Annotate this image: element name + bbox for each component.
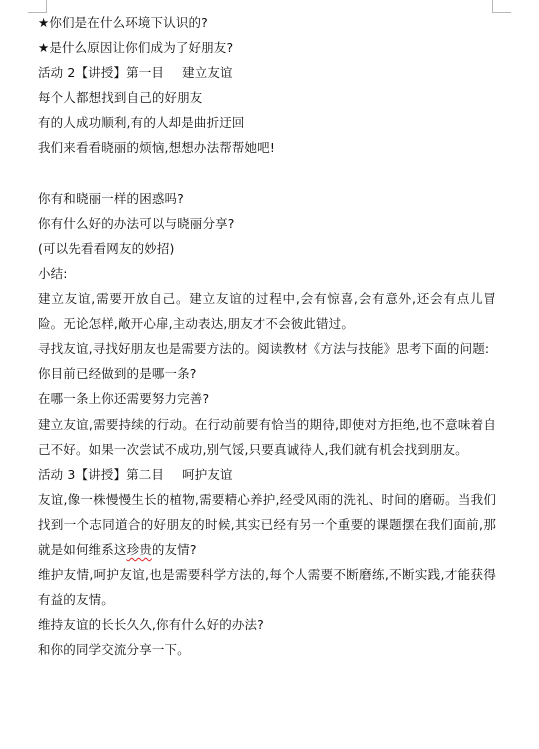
paragraph-text: 友谊,像一株慢慢生长的植物,需要精心养护,经受风雨的洗礼、时间的磨砺。当我们找到一个志同道合的好朋友的时候,其实已经有另一个重要的课题摆在我们面前,那就是如何维系这 — [38, 491, 496, 557]
paragraph-maintain-friendship: 维护友情,呵护友谊,也是需要科学方法的,每个人需要不断磨练,不断实践,才能获得有益的友情。 — [38, 567, 496, 608]
text-line: 维持友谊的长长久久,你有什么好的办法? — [38, 617, 264, 633]
activity-2-title: 建立友谊 — [182, 65, 233, 81]
activity-2-label: 活动 2【讲授】第一目 — [38, 65, 165, 81]
paragraph-text: 的友情? — [151, 541, 197, 557]
summary-label: 小结: — [38, 265, 68, 281]
text-line: 有的人成功顺利,有的人却是曲折迂回 — [38, 115, 245, 131]
activity-3-heading — [38, 462, 496, 487]
text-line: 你有和晓丽一样的困惑吗? — [38, 190, 184, 206]
paragraph-cherish-friendship — [38, 487, 496, 562]
activity-2-heading — [38, 60, 496, 85]
blank-line — [38, 161, 496, 186]
question-line: ★你们是在什么环境下认识的? — [38, 15, 208, 30]
paragraph-find-friendship: 寻找友谊,寻找好朋友也是需要方法的。阅读教材《方法与技能》思考下面的问题: — [38, 341, 490, 357]
activity-3-title: 呵护友谊 — [182, 466, 233, 482]
activity-3-label: 活动 3【讲授】第二目 — [38, 466, 165, 482]
paragraph-continuous-action: 建立友谊,需要持续的行动。在行动前要有恰当的期待,即使对方拒绝,也不意味着自己不好。如果一次尝试不成功,别气馁,只要真诚待人,我们就有机会找到朋友。 — [38, 416, 496, 457]
text-line: 你目前已经做到的是哪一条? — [38, 366, 197, 382]
text-line: 在哪一条上你还需要努力完善? — [38, 391, 210, 407]
text-line: 我们来看看晓丽的烦恼,想想办法帮帮她吧! — [38, 140, 275, 156]
text-line: 每个人都想找到自己的好朋友 — [38, 90, 203, 106]
text-line: 你有什么好的办法可以与晓丽分享? — [38, 215, 235, 231]
document-body — [38, 10, 496, 662]
paragraph-build-friendship: 建立友谊,需要开放自己。建立友谊的过程中,会有惊喜,会有意外,还会有点儿冒险。无论怎样,敞开心扉,主动表达,朋友才不会彼此错过。 — [38, 291, 496, 332]
spellcheck-underline-word[interactable]: 珍贵 — [126, 541, 152, 557]
text-line: (可以先看看网友的妙招) — [38, 240, 175, 256]
text-line: 和你的同学交流分享一下。 — [38, 642, 190, 658]
question-line: ★是什么原因让你们成为了好朋友? — [38, 40, 234, 56]
